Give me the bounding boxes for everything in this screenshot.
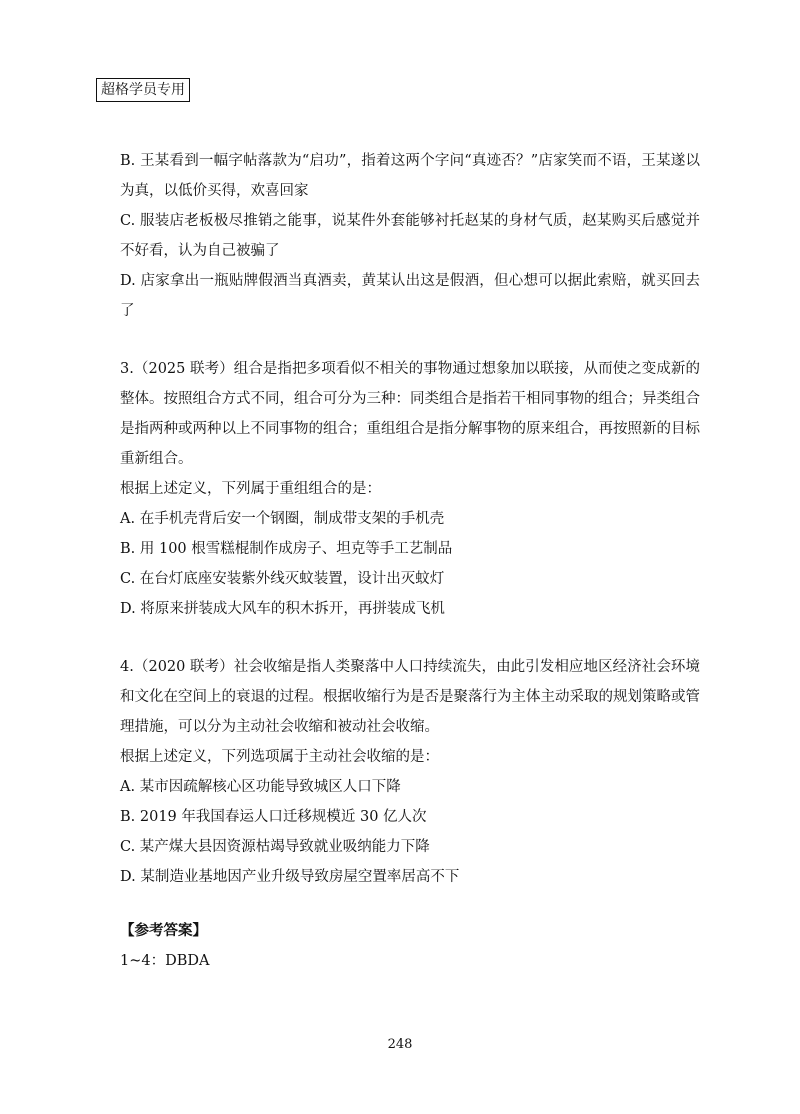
q4-option-a: A. 某市因疏解核心区功能导致城区人口下降 [120,779,401,795]
answer-text: 1~4：DBDA [120,953,210,969]
q3-option-a: A. 在手机壳背后安一个钢圈，制成带支架的手机壳 [120,511,445,527]
q3-option-c: C. 在台灯底座安装紫外线灭蚊装置，设计出灭蚊灯 [120,571,445,587]
q4-option-d: D. 某制造业基地因产业升级导致房屋空置率居高不下 [120,869,460,885]
q4-prompt: 根据上述定义，下列选项属于主动社会收缩的是： [120,749,439,765]
q4-stem: 4.（2020 联考）社会收缩是指人类聚落中人口持续流失，由此引发相应地区经济社会环境和文化在空间上的衰退的过程。根据收缩行为是否是聚落行为主体主动采取的规划策略或管理措施，可以分为主动社会收缩和被动社会收缩。 [120,659,700,735]
q2-option-b: B. 王某看到一幅字帖落款为“启功”，指着这两个字问“真迹否？”店家笑而不语，王某遂以为真，以低价买得，欢喜回家 [120,153,700,199]
q4-option-c: C. 某产煤大县因资源枯竭导致就业吸纳能力下降 [120,839,430,855]
q4-option-b: B. 2019 年我国春运人口迁移规模近 30 亿人次 [120,809,427,825]
q3-option-b: B. 用 100 根雪糕棍制作成房子、坦克等手工艺制品 [120,541,453,557]
page-content [120,146,700,976]
student-only-badge: 超格学员专用 [96,78,190,102]
q2-option-c: C. 服装店老板极尽推销之能事，说某件外套能够衬托赵某的身材气质，赵某购买后感觉并不好看，认为自己被骗了 [120,213,700,259]
answer-title: 【参考答案】 [120,923,207,939]
q3-option-d: D. 将原来拼装成大风车的积木拆开，再拼装成飞机 [120,601,445,617]
page-number: 248 [387,1037,413,1052]
q3-prompt: 根据上述定义，下列属于重组组合的是： [120,481,381,497]
q3-stem: 3.（2025 联考）组合是指把多项看似不相关的事物通过想象加以联接，从而使之变成新的整体。按照组合方式不同，组合可分为三种：同类组合是指若干相同事物的组合；异类组合是指两种或两种以上不同事物的组合；重组组合是指分解事物的原来组合，再按照新的目标重新组合。 [120,361,700,467]
q2-option-d: D. 店家拿出一瓶贴牌假酒当真酒卖，黄某认出这是假酒，但心想可以据此索赔，就买回去了 [120,273,700,319]
